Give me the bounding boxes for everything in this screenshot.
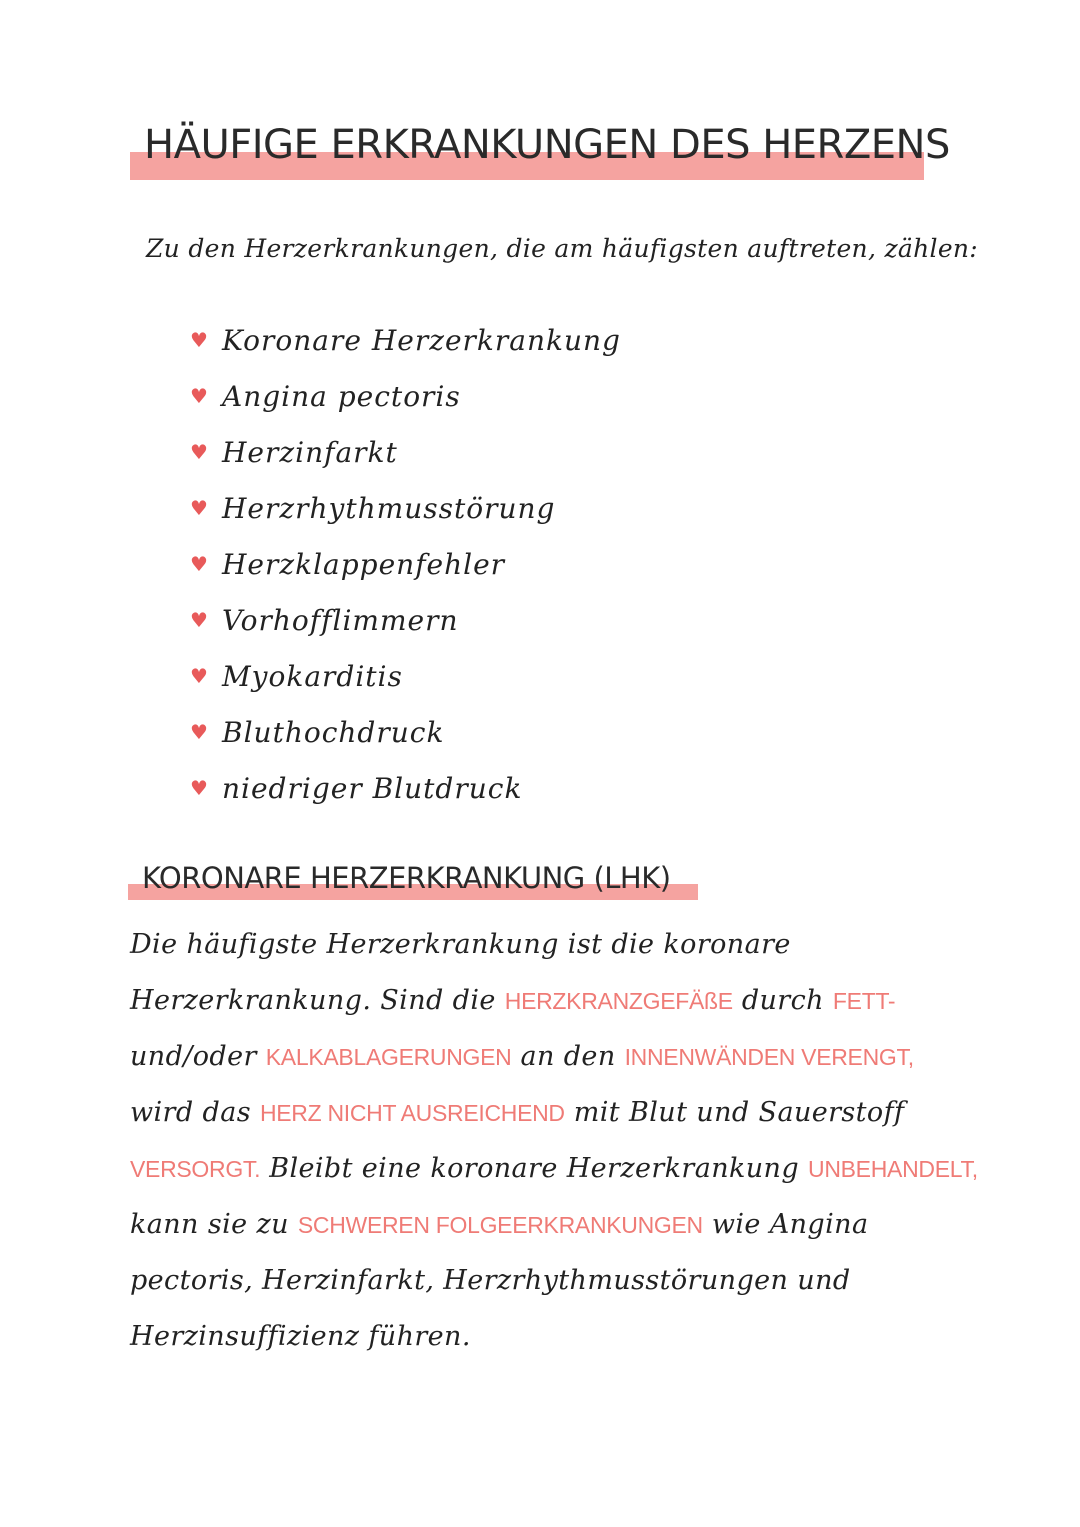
text-run: mit Blut und Sauerstoff bbox=[564, 1097, 905, 1128]
heart-icon: ♥ bbox=[190, 720, 208, 744]
section-heading-text: KORONARE HERZERKRANKUNG (LHK) bbox=[142, 861, 671, 895]
emphasis-term: HERZKRANZGEFÄßE bbox=[504, 988, 733, 1014]
list-item-label: Bluthochdruck bbox=[222, 715, 445, 749]
paragraph-line bbox=[130, 1093, 904, 1133]
text-run: und/oder bbox=[130, 1041, 266, 1072]
paragraph-line bbox=[130, 1149, 978, 1189]
list-item-label: Angina pectoris bbox=[222, 379, 461, 413]
heart-icon: ♥ bbox=[190, 440, 208, 464]
list-item-label: Myokarditis bbox=[222, 659, 403, 693]
text-run: wird das bbox=[130, 1097, 260, 1128]
text-run: pectoris, Herzinfarkt, Herzrhythmusstörungen und bbox=[130, 1265, 851, 1296]
text-run: Die häufigste Herzerkrankung ist die koronare bbox=[130, 929, 791, 960]
paragraph-line bbox=[130, 1317, 471, 1357]
list-item bbox=[190, 368, 621, 424]
list-item-label: Vorhofflimmern bbox=[222, 603, 459, 637]
emphasis-term: HERZ NICHT AUSREICHEND bbox=[259, 1100, 565, 1126]
list-item-label: Herzinfarkt bbox=[222, 435, 398, 469]
heart-icon: ♥ bbox=[190, 608, 208, 632]
text-run: wie Angina bbox=[702, 1209, 869, 1240]
list-item-label: Koronare Herzerkrankung bbox=[222, 323, 621, 357]
list-item bbox=[190, 648, 621, 704]
text-run: Bleibt eine koronare Herzerkrankung bbox=[260, 1153, 809, 1184]
heart-icon: ♥ bbox=[190, 496, 208, 520]
heart-icon: ♥ bbox=[190, 384, 208, 408]
paragraph-line bbox=[130, 1205, 868, 1245]
list-item bbox=[190, 760, 621, 816]
text-run: an den bbox=[511, 1041, 625, 1072]
emphasis-term: FETT- bbox=[832, 988, 896, 1014]
emphasis-term: INNENWÄNDEN VERENGT, bbox=[624, 1044, 914, 1070]
text-run: Herzinsuffizienz führen. bbox=[130, 1321, 471, 1352]
list-item bbox=[190, 592, 621, 648]
emphasis-term: KALKABLAGERUNGEN bbox=[265, 1044, 512, 1070]
list-item-label: niedriger Blutdruck bbox=[222, 771, 523, 805]
emphasis-term: SCHWEREN FOLGEERKRANKUNGEN bbox=[297, 1212, 703, 1238]
main-heading bbox=[130, 118, 950, 182]
paragraph-line bbox=[130, 981, 895, 1021]
emphasis-term: UNBEHANDELT, bbox=[808, 1156, 978, 1182]
list-item bbox=[190, 424, 621, 480]
heart-icon: ♥ bbox=[190, 552, 208, 576]
paragraph-line bbox=[130, 1037, 914, 1077]
text-run: kann sie zu bbox=[130, 1209, 298, 1240]
heading-text: HÄUFIGE ERKRANKUNGEN DES HERZENS bbox=[144, 122, 950, 168]
heart-icon: ♥ bbox=[190, 664, 208, 688]
list-item-label: Herzrhythmusstörung bbox=[222, 491, 556, 525]
text-run: Herzerkrankung. Sind die bbox=[130, 985, 505, 1016]
intro-sentence: Zu den Herzerkrankungen, die am häufigsten auftreten, zählen: bbox=[146, 234, 979, 263]
text-run: durch bbox=[732, 985, 833, 1016]
list-item-label: Herzklappenfehler bbox=[222, 547, 506, 581]
disease-list bbox=[190, 312, 621, 816]
list-item bbox=[190, 480, 621, 536]
list-item bbox=[190, 536, 621, 592]
heart-icon: ♥ bbox=[190, 328, 208, 352]
paragraph-line bbox=[130, 1261, 851, 1301]
emphasis-term: VERSORGT. bbox=[130, 1156, 261, 1182]
section-heading bbox=[128, 856, 698, 906]
heart-icon: ♥ bbox=[190, 776, 208, 800]
paragraph-line bbox=[130, 925, 791, 965]
list-item bbox=[190, 704, 621, 760]
list-item bbox=[190, 312, 621, 368]
